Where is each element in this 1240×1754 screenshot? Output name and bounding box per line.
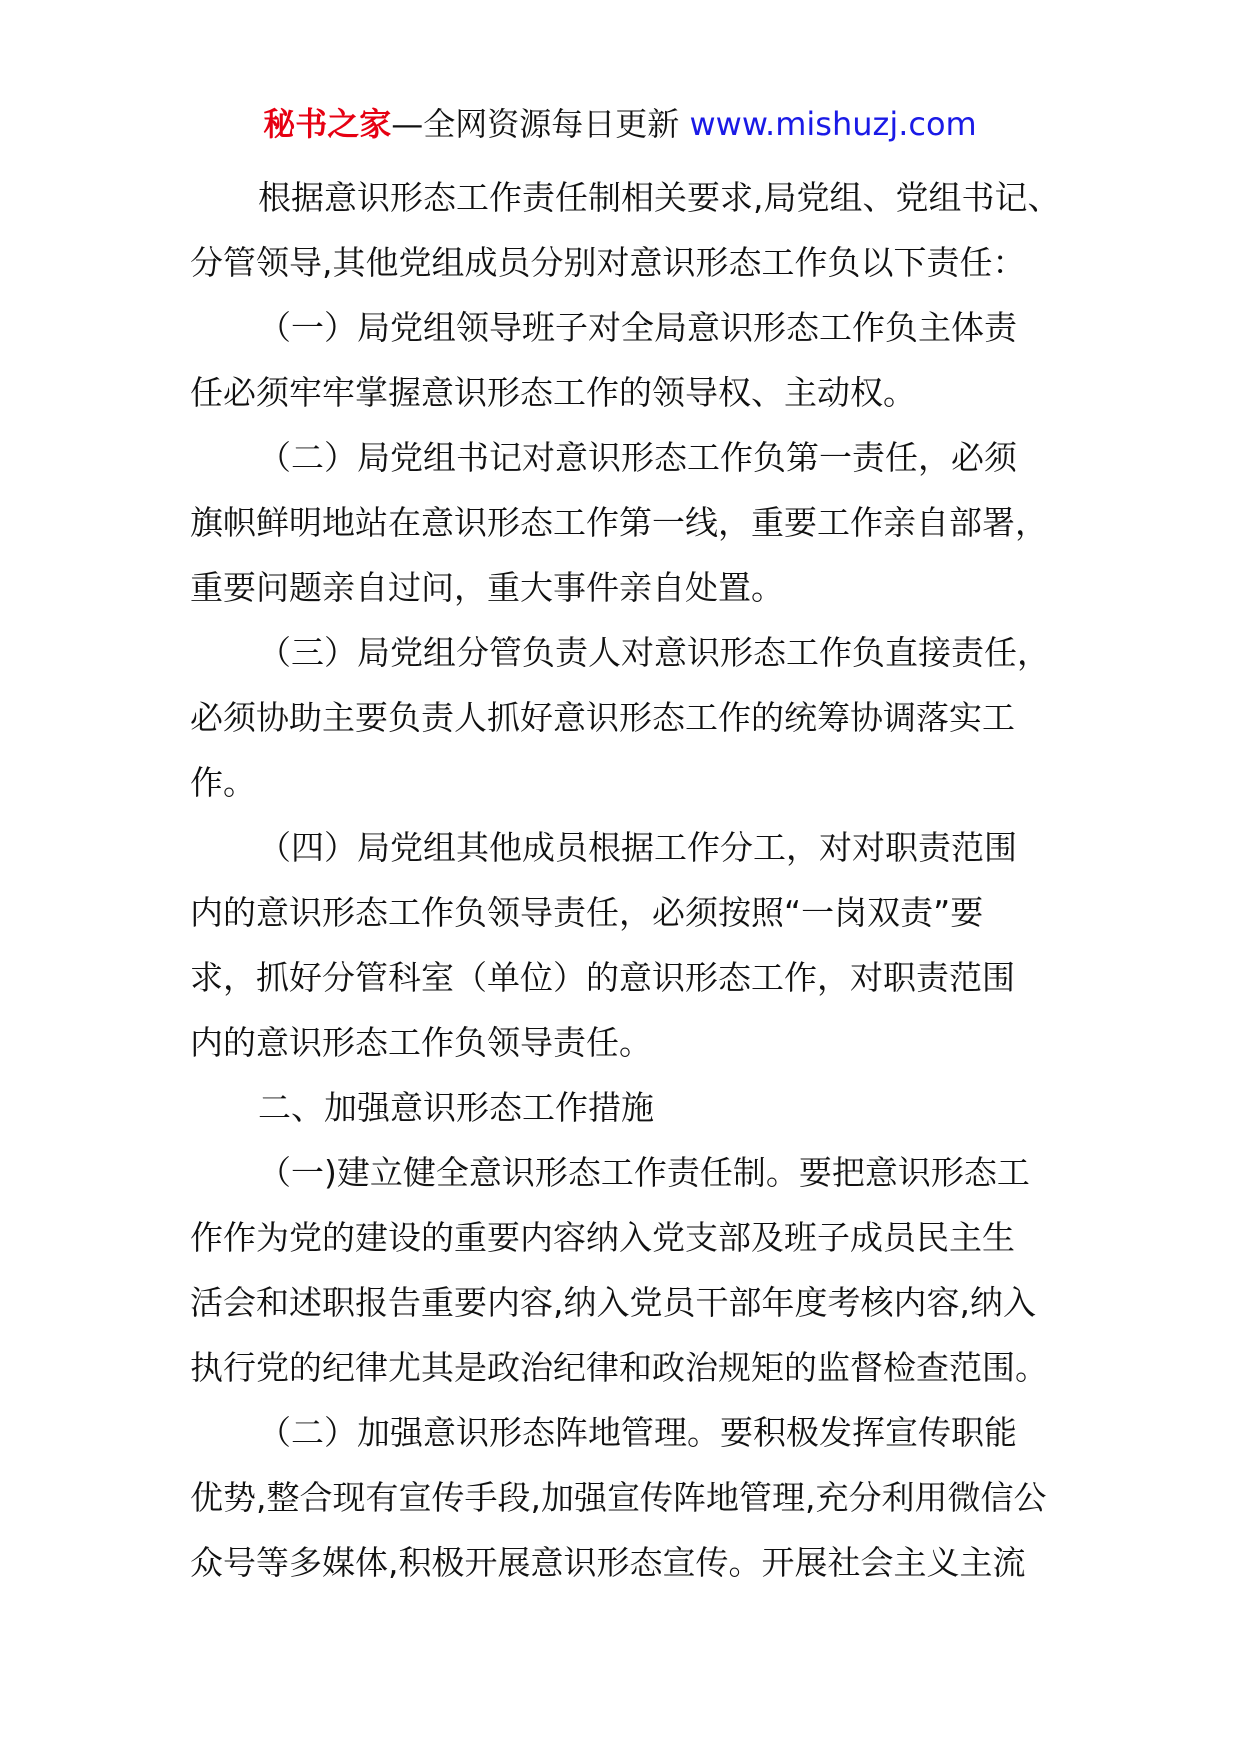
paragraph-line: 求，抓好分管科室（单位）的意识形态工作，对职责范围 bbox=[190, 958, 1015, 997]
paragraph-line: 分管领导,其他党组成员分别对意识形态工作负以下责任： bbox=[190, 243, 1026, 282]
paragraph-line: （一)建立健全意识形态工作责任制。要把意识形态工 bbox=[258, 1153, 1030, 1192]
section-heading: 二、加强意识形态工作措施 bbox=[258, 1088, 654, 1127]
paragraph-line: 众号等多媒体,积极开展意识形态宣传。开展社会主义主流 bbox=[190, 1543, 1026, 1582]
paragraph-line: 任必须牢牢掌握意识形态工作的领导权、主动权。 bbox=[190, 373, 916, 412]
site-link[interactable]: www.mishuzj.com bbox=[689, 105, 977, 143]
paragraph-line: 根据意识形态工作责任制相关要求,局党组、党组书记、 bbox=[258, 178, 1061, 217]
paragraph-line: 内的意识形态工作负领导责任。 bbox=[190, 1023, 652, 1062]
paragraph-line: （四）局党组其他成员根据工作分工，对对职责范围 bbox=[258, 828, 1017, 867]
paragraph-line: 作。 bbox=[190, 763, 256, 802]
paragraph-line: （二）加强意识形态阵地管理。要积极发挥宣传职能 bbox=[258, 1413, 1017, 1452]
paragraph-line: 作作为党的建设的重要内容纳入党支部及班子成员民主生 bbox=[190, 1218, 1015, 1257]
paragraph-line: （二）局党组书记对意识形态工作负第一责任，必须 bbox=[258, 438, 1017, 477]
paragraph-line: （三）局党组分管负责人对意识形态工作负直接责任， bbox=[258, 633, 1050, 672]
paragraph-line: 必须协助主要负责人抓好意识形态工作的统筹协调落实工 bbox=[190, 698, 1015, 737]
paragraph-line: 旗帜鲜明地站在意识形态工作第一线，重要工作亲自部署， bbox=[190, 503, 1048, 542]
paragraph-line: （一）局党组领导班子对全局意识形态工作负主体责 bbox=[258, 308, 1017, 347]
brand-name: 秘书之家 bbox=[263, 105, 392, 143]
paragraph-line: 内的意识形态工作负领导责任，必须按照“一岗双责”要 bbox=[190, 893, 984, 932]
page-header bbox=[0, 100, 1240, 148]
paragraph-line: 活会和述职报告重要内容,纳入党员干部年度考核内容,纳入 bbox=[190, 1283, 1036, 1322]
document-body bbox=[190, 165, 1070, 1595]
paragraph-line: 执行党的纪律尤其是政治纪律和政治规矩的监督检查范围。 bbox=[190, 1348, 1048, 1387]
header-slogan: —全网资源每日更新 bbox=[391, 105, 690, 143]
paragraph-line: 优势,整合现有宣传手段,加强宣传阵地管理,充分利用微信公 bbox=[190, 1478, 1047, 1517]
paragraph-line: 重要问题亲自过问，重大事件亲自处置。 bbox=[190, 568, 784, 607]
